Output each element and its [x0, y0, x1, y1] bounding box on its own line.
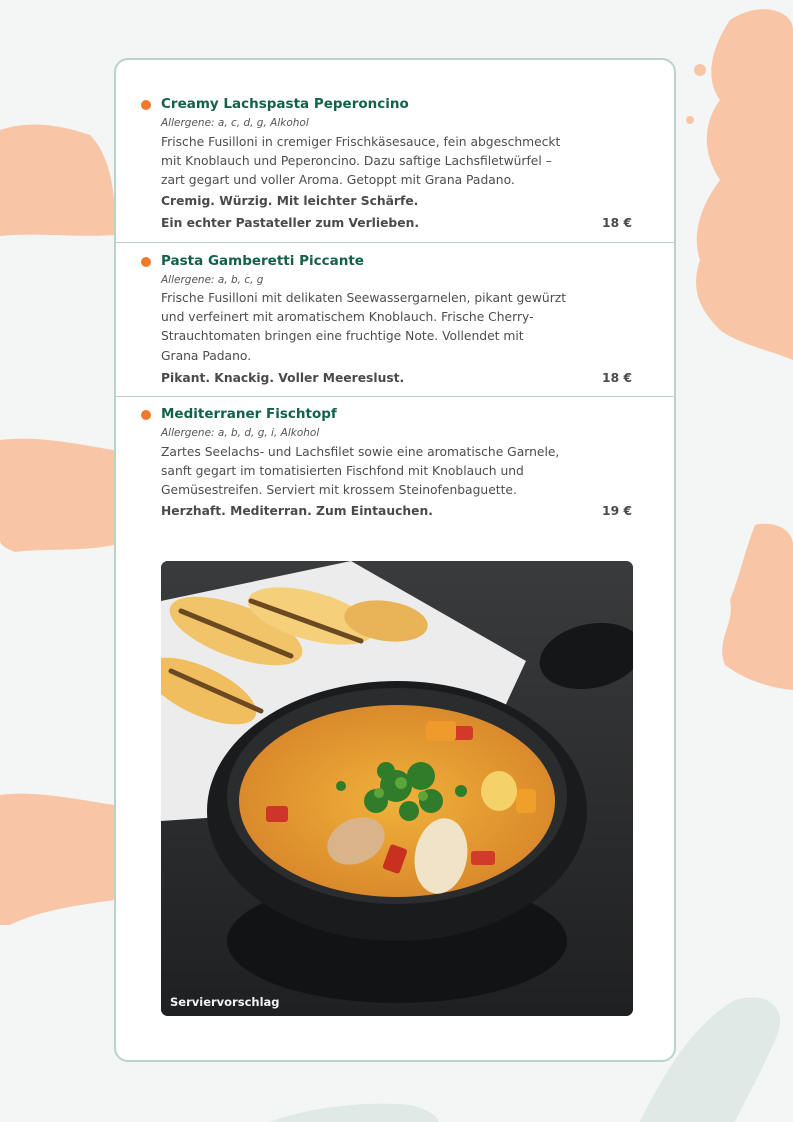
- description-line: Frische Fusilloni in cremiger Frischkäsesauce, fein abgeschmeckt: [161, 135, 561, 149]
- description-line: Grana Padano.: [161, 348, 252, 363]
- dish-price: 19 €: [602, 504, 632, 518]
- dish-description: [161, 133, 576, 191]
- photo-caption: Serviervorschlag: [170, 995, 280, 1009]
- menu-item: [116, 397, 674, 527]
- description-line: Frische Fusilloni mit delikaten Seewassergarnelen, pikant gewürzt: [161, 291, 567, 305]
- description-line: Strauchtomaten bringen eine fruchtige Note. Vollendet mit: [161, 329, 524, 344]
- dish-tagline-secondary: Ein echter Pastateller zum Verlieben.: [161, 216, 420, 230]
- dish-photo: [161, 561, 633, 1016]
- bullet-icon: [141, 410, 151, 420]
- description-line: mit Knoblauch und Peperoncino. Dazu saftige Lachsfiletwürfel –: [161, 154, 552, 169]
- dish-tagline: Cremig. Würzig. Mit leichter Schärfe.: [161, 194, 419, 208]
- menu-card: [114, 58, 676, 1062]
- allergen-info: Allergene: a, c, d, g, Alkohol: [161, 117, 309, 129]
- allergen-info: Allergene: a, b, d, g, i, Alkohol: [161, 427, 320, 439]
- menu-item: [116, 60, 674, 243]
- description-line: und verfeinert mit aromatischem Knoblauch. Frische Cherry-: [161, 310, 534, 325]
- description-line: zart gegart und voller Aroma. Getoppt mit Grana Padano.: [161, 173, 515, 188]
- dish-title: Creamy Lachspasta Peperoncino: [161, 96, 409, 112]
- dish-title: Mediterraner Fischtopf: [161, 406, 337, 422]
- dish-description: [161, 443, 576, 501]
- dish-price: 18 €: [602, 216, 632, 230]
- bullet-icon: [141, 257, 151, 267]
- description-line: Gemüsestreifen. Serviert mit krossem Steinofenbaguette.: [161, 483, 517, 498]
- dish-tagline: Pikant. Knackig. Voller Meereslust.: [161, 371, 405, 385]
- allergen-info: Allergene: a, b, c, g: [161, 274, 264, 286]
- description-line: Zartes Seelachs- und Lachsfilet sowie eine aromatische Garnele,: [161, 445, 560, 459]
- dish-title: Pasta Gamberetti Piccante: [161, 253, 364, 269]
- bullet-icon: [141, 100, 151, 110]
- menu-item: [116, 242, 674, 397]
- fish-stew-illustration: [161, 561, 633, 1016]
- dish-price: 18 €: [602, 371, 632, 385]
- dish-tagline: Herzhaft. Mediterran. Zum Eintauchen.: [161, 504, 433, 518]
- dish-description: [161, 289, 576, 366]
- description-line: sanft gegart im tomatisierten Fischfond mit Knoblauch und: [161, 464, 524, 479]
